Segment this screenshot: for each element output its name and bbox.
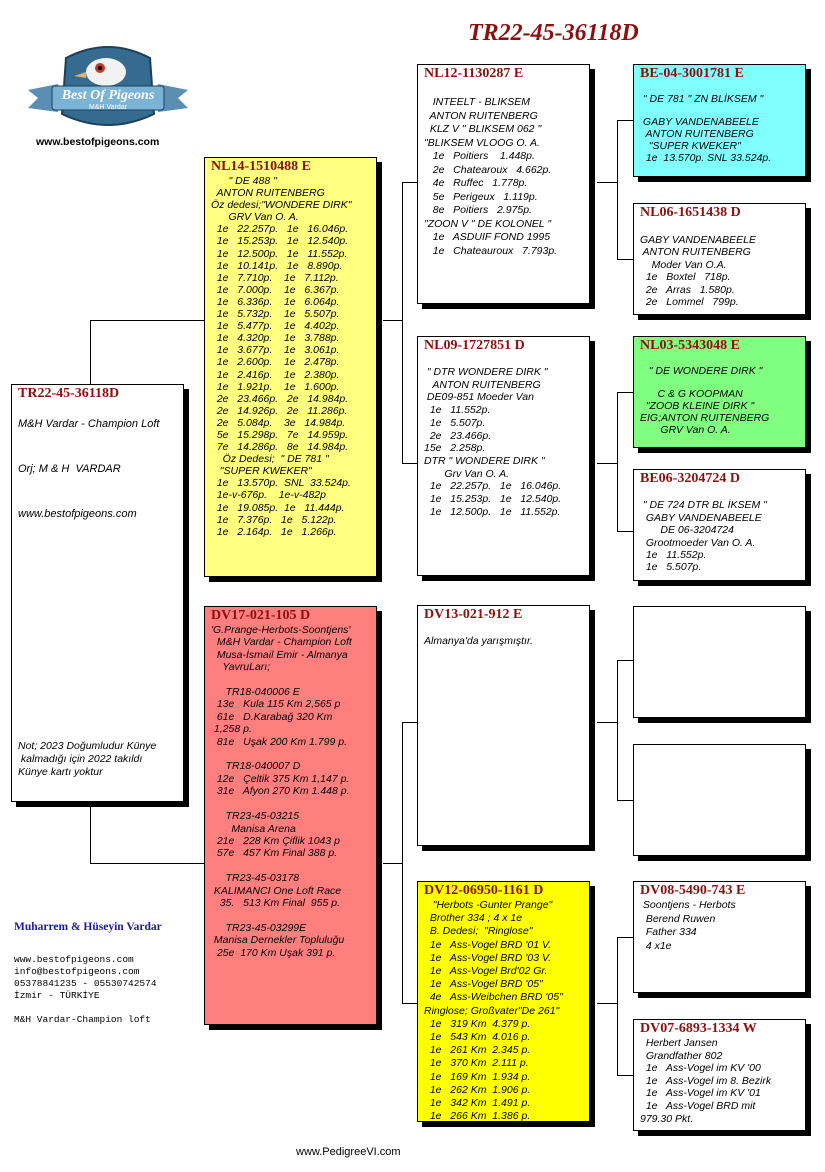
- mmf-card[interactable]: [633, 881, 806, 993]
- mf-card[interactable]: [417, 605, 590, 846]
- subject-details: M&H Vardar - Champion Loft Orj; M & H VARDAR www.bestofpigeons.com: [18, 418, 160, 520]
- father-card[interactable]: [204, 157, 377, 577]
- mfm-card[interactable]: [633, 744, 806, 856]
- ffm-details: GABY VANDENABEELE ANTON RUITENBERG Moder Van O.A. 1e Boxtel 718p. 2e Arras 1.580p. 2e Lommel 799p.: [640, 233, 756, 308]
- fff-id: BE-04-3001781 E: [640, 66, 744, 81]
- footer-brand[interactable]: www.PedigreeVI.com: [296, 1146, 401, 1158]
- mmm-card[interactable]: [633, 1019, 806, 1131]
- mm-details: "Herbots -Gunter Prange" Brother 334 ; 4 x 1e B. Dedesi; "Ringlose" 1e Ass-Vogel BRD '01 V. 1e Ass-Vogel BRD '03 V. 1e Ass-Vogel Brd'02 Gr. 1e Ass-Vogel BRD '05" 4e Ass-Weibchen BRD '05" Ringlose; Großvater"De 261" 1e 319 Km 4.379 p. 1e 543 Km 4.016 p. 1e 261 Km 2.345 p. 1e 370 Km 2.111 p. 1e 169 Km 1.934 p. 1e 262 Km 1.906 p. 1e 342 Km 1.491 p. 1e 266 Km 1.386 p.: [424, 899, 563, 1122]
- mf-id: DV13-021-912 E: [424, 607, 523, 622]
- ff-id: NL12-1130287 E: [424, 66, 524, 81]
- fmf-details: " DE WONDERE DIRK " C & G KOOPMAN "ZOOB KLEINE DIRK " EIG;ANTON RUITENBERG GRV Van O. A.: [640, 364, 770, 436]
- mother-card[interactable]: [204, 606, 377, 1025]
- fmm-details: " DE 724 DTR BL İKSEM " GABY VANDENABEELE DE 06-3204724 Grootmoeder Van O. A. 1e 11.552p. 1e 5.507p.: [642, 499, 767, 574]
- logo: [28, 38, 188, 148]
- contact-names: Muharrem & Hüseyin Vardar: [14, 921, 162, 933]
- mmf-details: Soontjens - Herbots Berend Ruwen Father 334 4 x1e: [642, 899, 736, 952]
- subject-card[interactable]: [11, 384, 184, 802]
- father-id: NL14-1510488 E: [211, 159, 311, 174]
- logo-website[interactable]: www.bestofpigeons.com: [36, 136, 160, 148]
- ffm-id: NL06-1651438 D: [640, 205, 741, 220]
- ff-card[interactable]: [417, 64, 590, 304]
- mm-card[interactable]: [417, 881, 590, 1122]
- fmm-card[interactable]: [633, 469, 806, 581]
- subject-id: TR22-45-36118D: [18, 386, 120, 401]
- contact-details: www.bestofpigeons.com info@bestofpigeons.com 05378841235 - 05530742574 İzmir - TÜRKİYE M&H Vardar-Champion loft: [14, 954, 157, 1025]
- fff-details: " DE 781 " ZN BLİKSEM " GABY VANDENABEELE ANTON RUITENBERG "SUPER KWEKER" 1e 13.570p. SNL 33.524p.: [642, 92, 772, 164]
- logo-title: Best Of Pigeons: [61, 88, 155, 103]
- fm-id: NL09-1727851 D: [424, 338, 525, 353]
- father-details: " DE 488 " ANTON RUITENBERG Öz dedesi;"WONDERE DIRK" GRV Van O. A. 1e 22.257p. 1e 16.046p. 1e 15.253p. 1e 12.540p. 1e 12.500p. 1e 11.552p. 1e 10.141p. 1e 8.890p. 1e 7.710p. 1e 7.112p. 1e 7.000p. 1e 6.367p. 1e 6.336p. 1e 6.064p. 1e 5.732p. 1e 5.507p. 1e 5.477p. 1e 4.402p. 1e 4.320p. 1e 3.788p. 1e 3.677p. 1e 3.061p. 1e 2.600p. 1e 2.478p. 1e 2.416p. 1e 2.380p. 1e 1.921p. 1e 1.600p. 2e 23.466p. 2e 14.984p. 2e 14.926p. 2e 11.286p. 2e 5.084p. 3e 14.984p. 5e 15.298p. 7e 14.959p. 7e 14.286p. 8e 14.984p. Öz Dedesi; " DE 781 " "SUPER KWEKER" 1e 13.570p. SNL 33.524p. 1e-v-676p. 1e-v-482p 1e 19.085p. 1e 11.444p. 1e 7.376p. 1e 5.122p. 1e 2.164p. 1e 1.266p.: [211, 175, 352, 538]
- ff-details: INTEELT - BLIKSEM ANTON RUITENBERG KLZ V " BLIKSEM 062 " "BLIKSEM VLOOG O. A. 1e Poitiers 1.448p. 2e Chatearoux 4.662p. 4e Ruffec 1.778p. 5e Perigeux 1.119p. 8e Poitiers 2.975p. "ZOON V " DE KOLONEL " 1e ASDUIF FOND 1995 1e Chateauroux 7.793p.: [424, 96, 558, 257]
- subject-note: Not; 2023 Doğumludur Künye kalmadığı için 2022 takıldı Künye kartı yoktur: [18, 740, 157, 778]
- ffm-card[interactable]: [633, 203, 806, 315]
- fmf-id: NL03-5343048 E: [640, 338, 740, 353]
- mother-id: DV17-021-105 D: [211, 608, 311, 623]
- mmf-id: DV08-5490-743 E: [640, 883, 746, 898]
- page-title: TR22-45-36118D: [468, 20, 639, 46]
- mm-id: DV12-06950-1161 D: [424, 883, 544, 898]
- fm-details: " DTR WONDERE DIRK " ANTON RUITENBERG DE09-851 Moeder Van 1e 11.552p. 1e 5.507p. 2e 23.466p. 15e 2.258p. DTR " WONDERE DIRK " Grv Van O. A. 1e 22.257p. 1e 16.046p. 1e 15.253p. 1e 12.540p. 1e 12.500p. 1e 11.552p.: [424, 366, 562, 518]
- logo-subtitle: M&H Vardar: [89, 104, 127, 111]
- mmm-details: Herbert Jansen Grandfather 802 1e Ass-Vogel im KV '00 1e Ass-Vogel im 8. Bezirk 1e Ass-Vogel im KV '01 1e Ass-Vogel BRD mit 979.30 Pkt.: [640, 1037, 772, 1125]
- fm-card[interactable]: [417, 336, 590, 576]
- fmm-id: BE06-3204724 D: [640, 471, 740, 486]
- mf-details: Almanya'da yarışmıştır.: [424, 635, 533, 648]
- mother-details: 'G.Prange-Herbots-Soontjens' M&H Vardar - Champion Loft Musa-İsmail Emir - Almanya YavruLarı; TR18-040006 E 13e Kula 115 Km 2,565 p 61e D.Karabağ 320 Km 1,258 p. 81e Uşak 200 Km 1.799 p. TR18-040007 D 12e Çeltik 375 Km 1,147 p. 31e Afyon 270 Km 1.448 p. TR23-45-03215 Manisa Arena 21e 228 Km Çiflik 1043 p 57e 457 Km Final 388 p. TR23-45-03178 KALIMANCI One Loft Race 35. 513 Km Final 955 p. TR23-45-03299E Manisa Dernekler Topluluğu 25e 170 Km Uşak 391 p.: [211, 624, 352, 959]
- fff-card[interactable]: [633, 64, 806, 177]
- mmm-id: DV07-6893-1334 W: [640, 1021, 757, 1036]
- mff-card[interactable]: [633, 606, 806, 718]
- fmf-card[interactable]: [633, 336, 806, 448]
